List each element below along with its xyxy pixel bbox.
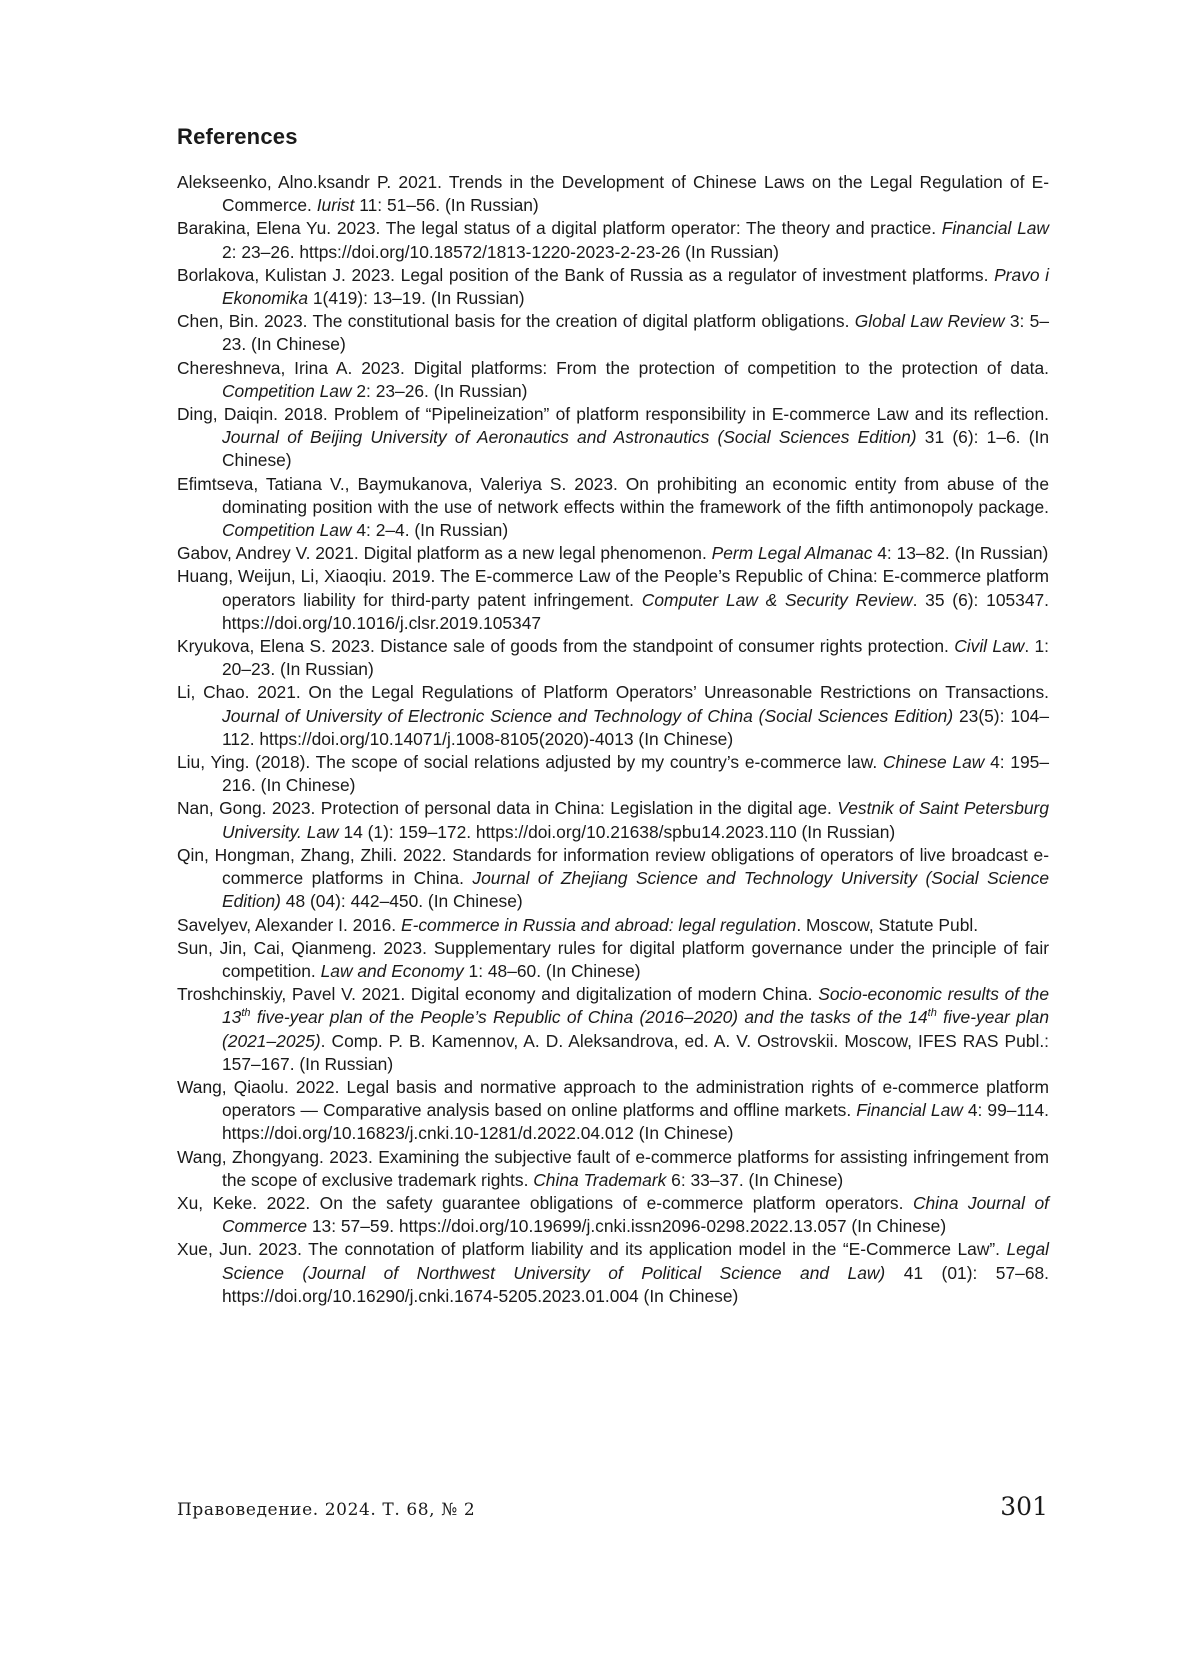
reference-entry <box>177 403 1049 473</box>
reference-text: Wang, Zhongyang. 2023. Examining the subjective fault of e-commerce platforms for assisting infringement from the scope of exclusive trademark rights. <box>177 1146 1049 1190</box>
reference-text: Efimtseva, Tatiana V., Baymukanova, Valeriya S. 2023. On prohibiting an economic entity from abuse of the dominating position with the use of network effects within the framework of the fifth antimonopoly package. <box>177 473 1049 517</box>
reference-text: 4: 2–4. (In Russian) <box>351 520 509 541</box>
reference-source-title: Vestnik of Saint Petersburg University. Law <box>222 798 1049 842</box>
reference-text: Ding, Daiqin. 2018. Problem of “Pipelineization” of platform responsibility in E-commerce Law and its reflection. <box>177 404 1049 425</box>
reference-source-title: Financial Law <box>941 218 1049 239</box>
reference-text: 13: 57–59. https://doi.org/10.19699/j.cnki.issn2096-0298.2022.13.057 (In Chinese) <box>307 1216 947 1237</box>
reference-source-title: Pravo i Ekonomika <box>222 264 1049 309</box>
references-list <box>177 171 1049 1308</box>
reference-source-title: Global Law Review <box>854 311 1005 332</box>
reference-source-title: Iurist <box>316 195 355 216</box>
reference-entry <box>177 751 1049 797</box>
reference-entry <box>177 914 1049 937</box>
reference-text: Xue, Jun. 2023. The connotation of platform liability and its application model in the “E-Commerce Law”. <box>177 1239 1007 1260</box>
reference-entry <box>177 681 1049 751</box>
reference-entry <box>177 310 1049 356</box>
reference-text: Kryukova, Elena S. 2023. Distance sale of goods from the standpoint of consumer rights protection. <box>177 636 955 657</box>
reference-text: 4: 13–82. (In Russian) <box>872 543 1049 564</box>
reference-text: Borlakova, Kulistan J. 2023. Legal position of the Bank of Russia as a regulator of investment platforms. <box>177 264 995 285</box>
reference-text: Savelyev, Alexander I. 2016. <box>177 914 401 935</box>
reference-entry <box>177 797 1049 843</box>
reference-text: 2: 23–26. https://doi.org/10.18572/1813-1220-2023-2-23-26 (In Russian) <box>222 241 779 262</box>
reference-source-title: Chinese Law <box>882 752 985 773</box>
reference-text: 48 (04): 442–450. (In Chinese) <box>280 891 523 912</box>
reference-text: 41 (01): 57–68. https://doi.org/10.16290/j.cnki.1674-5205.2023.01.004 (In Chinese) <box>222 1262 1049 1306</box>
reference-text: 31 (6): 1–6. (In Chinese) <box>222 427 1049 471</box>
reference-source-title: five-year plan of the People’s Republic of China (2016–2020) and the tasks of the 14 <box>250 1007 928 1028</box>
reference-source-title: Financial Law <box>856 1100 963 1121</box>
reference-text: . Comp. P. B. Kamennov, A. D. Aleksandrova, ed. A. V. Ostrovskii. Moscow, IFES RAS Publ.: 157–167. (In Russian) <box>222 1030 1049 1074</box>
reference-text: Troshchinskiy, Pavel V. 2021. Digital economy and digitalization of modern China. <box>177 984 819 1005</box>
reference-text: 6: 33–37. (In Chinese) <box>666 1169 844 1190</box>
reference-text: . 1: 20–23. (In Russian) <box>222 636 1049 680</box>
reference-entry <box>177 635 1049 681</box>
reference-entry <box>177 565 1049 635</box>
reference-entry <box>177 542 1049 565</box>
reference-text: 4: 99–114. https://doi.org/10.16823/j.cnki.10-1281/d.2022.04.012 (In Chinese) <box>222 1100 1049 1144</box>
reference-source-title: Civil Law <box>954 636 1025 657</box>
reference-text: 4: 195–216. (In Chinese) <box>222 752 1049 796</box>
reference-source-title: th <box>927 1007 937 1020</box>
reference-text: 2: 23–26. (In Russian) <box>351 380 528 401</box>
reference-source-title: Law and Economy <box>320 960 464 981</box>
reference-text: Huang, Weijun, Li, Xiaoqiu. 2019. The E-commerce Law of the People’s Republic of China: E-commerce platform operators liability for third-party patent infringement. <box>177 566 1049 610</box>
reference-source-title: Competition Law <box>222 520 352 541</box>
reference-source-title: Perm Legal Almanac <box>711 543 873 564</box>
reference-entry <box>177 217 1049 263</box>
reference-text: Xu, Keke. 2022. On the safety guarantee obligations of e-commerce platform operators. <box>177 1192 913 1213</box>
reference-entry <box>177 1146 1049 1192</box>
reference-entry <box>177 473 1049 543</box>
reference-text: Chereshneva, Irina A. 2023. Digital platforms: From the protection of competition to the protection of data. <box>177 357 1049 378</box>
reference-text: 14 (1): 159–172. https://doi.org/10.21638/spbu14.2023.110 (In Russian) <box>338 821 896 842</box>
references-heading: References <box>177 124 298 149</box>
reference-text: Wang, Qiaolu. 2022. Legal basis and normative approach to the administration rights of e-commerce platform operators — Comparative analysis based on online platforms and offline markets. <box>177 1076 1049 1121</box>
reference-text: . Moscow, Statute Publ. <box>796 914 979 935</box>
reference-source-title: th <box>241 1007 251 1020</box>
reference-text: 1(419): 13–19. (In Russian) <box>308 288 525 309</box>
reference-source-title: E-commerce in Russia and abroad: legal regulation <box>400 914 797 935</box>
reference-source-title: China Journal of Commerce <box>222 1192 1049 1237</box>
reference-entry <box>177 357 1049 403</box>
reference-text: 3: 5–23. (In Chinese) <box>222 311 1050 355</box>
reference-source-title: Journal of Zhejiang Science and Technology University (Social Science Edition) <box>222 868 1049 912</box>
reference-entry <box>177 171 1049 217</box>
reference-source-title: Journal of University of Electronic Science and Technology of China (Social Sciences Edition) <box>222 705 954 726</box>
reference-text: . 35 (6): 105347. https://doi.org/10.1016/j.clsr.2019.105347 <box>222 589 1050 633</box>
reference-entry <box>177 844 1049 914</box>
reference-entry <box>177 983 1049 1076</box>
reference-source-title: Legal Science (Journal of Northwest University of Political Science and Law) <box>222 1239 1049 1283</box>
reference-source-title: Competition Law <box>222 380 352 401</box>
reference-entry <box>177 937 1049 983</box>
reference-text: Chen, Bin. 2023. The constitutional basis for the creation of digital platform obligations. <box>177 311 855 332</box>
reference-entry <box>177 1076 1049 1146</box>
reference-text: 1: 48–60. (In Chinese) <box>463 960 641 981</box>
reference-entry <box>177 1192 1049 1238</box>
reference-source-title: China Trademark <box>533 1169 667 1190</box>
reference-text: Qin, Hongman, Zhang, Zhili. 2022. Standards for information review obligations of operators of live broadcast e-commerce platforms in China. <box>177 844 1049 889</box>
reference-source-title: Socio-economic results of the 13 <box>222 984 1049 1028</box>
reference-entry <box>177 264 1049 310</box>
page-number: 301 <box>1000 1492 1048 1521</box>
reference-source-title: five-year plan (2021–2025) <box>222 1007 1049 1051</box>
reference-text: 23(5): 104–112. https://doi.org/10.14071/j.1008-8105(2020)-4013 (In Chinese) <box>222 705 1050 749</box>
reference-text: 11: 51–56. (In Russian) <box>354 195 539 216</box>
reference-text: Li, Chao. 2021. On the Legal Regulations of Platform Operators’ Unreasonable Restrictions on Transactions. <box>177 682 1049 703</box>
reference-source-title: Computer Law & Security Review <box>641 589 913 610</box>
running-footer: Правоведение. 2024. Т. 68, № 2 <box>177 1500 476 1520</box>
reference-entry <box>177 1238 1049 1308</box>
reference-source-title: Journal of Beijing University of Aeronautics and Astronautics (Social Sciences Edition) <box>222 427 917 448</box>
reference-text: Barakina, Elena Yu. 2023. The legal status of a digital platform operator: The theory and practice. <box>177 218 942 239</box>
reference-text: Gabov, Andrey V. 2021. Digital platform as a new legal phenomenon. <box>177 543 712 564</box>
reference-text: Liu, Ying. (2018). The scope of social relations adjusted by my country’s e-commerce law. <box>177 752 883 773</box>
reference-text: Sun, Jin, Cai, Qianmeng. 2023. Supplementary rules for digital platform governance under the principle of fair competition. <box>177 937 1049 981</box>
reference-text: Alekseenko, Alno.ksandr P. 2021. Trends in the Development of Chinese Laws on the Legal Regulation of E-Commerce. <box>177 172 1049 216</box>
reference-text: Nan, Gong. 2023. Protection of personal data in China: Legislation in the digital age. <box>177 798 838 819</box>
